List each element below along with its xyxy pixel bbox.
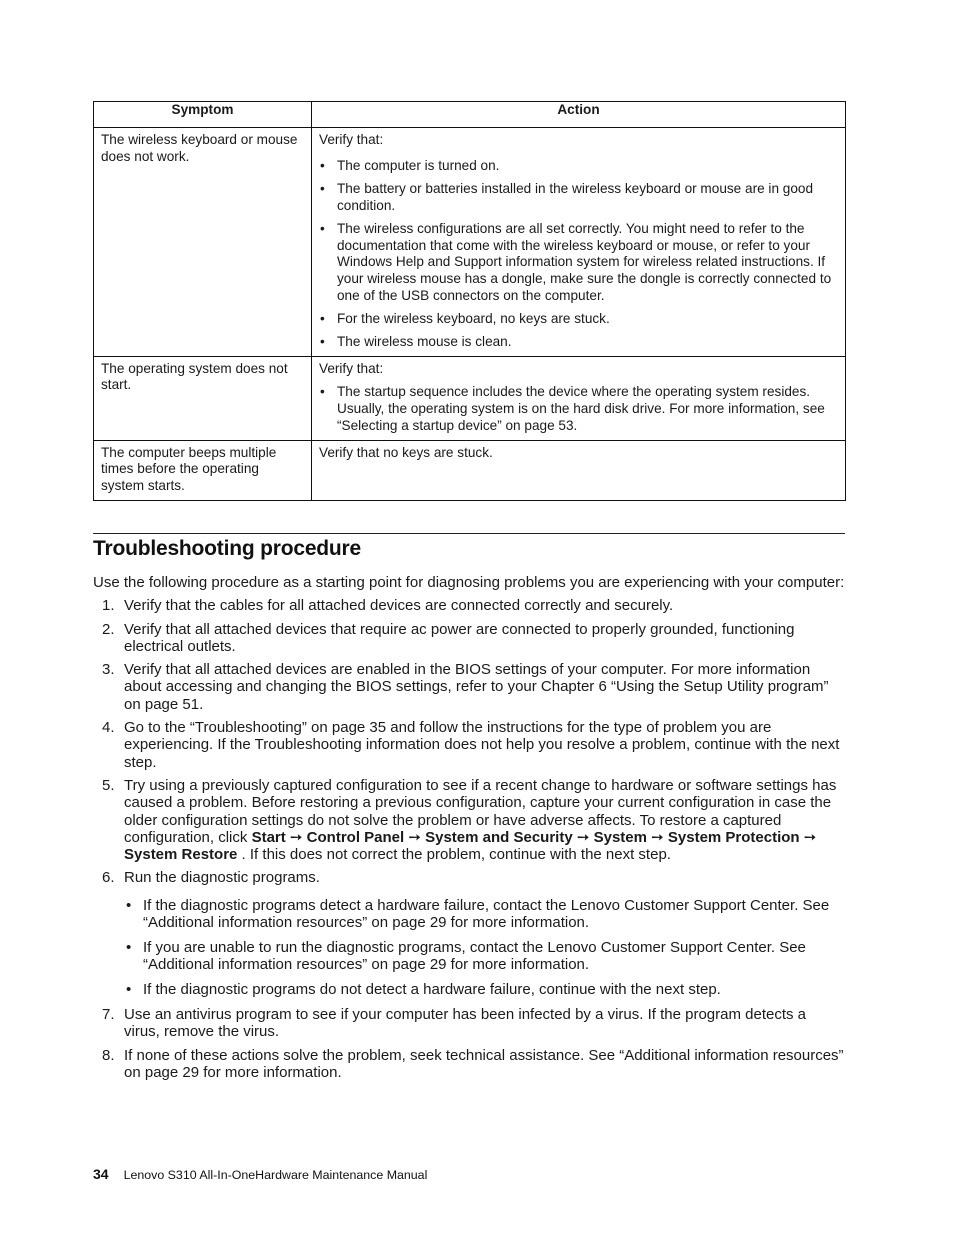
list-item: • For the wireless keyboard, no keys are stuck. [320,310,610,326]
step-text: Verify that the cables for all attached devices are connected correctly and securely. [124,597,674,615]
step-text: Use an antivirus program to see if your computer has been infected by a virus. If the program detects a virus, remove the virus. [124,1006,807,1041]
list-item: • The wireless configurations are all set correctly. You might need to refer to the documentation that come with the wireless keyboard or mouse, or refer to your Windows Help and Support information system for wireless related instructions. If your wireless mouse has a dongle, make sure the dongle is correctly connected to one of the USB connectors on the computer. [320,220,832,303]
table-row [94,356,846,440]
menu-path-system-restore: System Restore [124,846,238,864]
arrow-right-icon: ➙ [803,828,817,846]
procedure-body [93,574,845,1087]
arrow-right-icon: ➙ [651,828,664,846]
menu-path-control-panel: Control Panel [306,828,405,846]
procedure-steps [93,597,845,1081]
step-item [93,597,845,614]
list-item: • If you are unable to run the diagnostic programs, contact the Lenovo Customer Support Center. See “Additional information resources” on page 29 for more information. [126,938,806,974]
symptom-action-table [93,101,846,501]
step-number: 7. [102,1006,115,1024]
step-text: Verify that all attached devices that require ac power are connected to properly grounded, functioning electrical outlets. [124,620,795,655]
action-cell [312,356,846,440]
menu-path-system-protection: System Protection [667,828,800,846]
manual-title: Lenovo S310 All-In-OneHardware Maintenance Manual [123,1168,428,1182]
bullet-icon: • [320,180,325,196]
step-item [93,621,845,656]
step-item [93,661,845,713]
step-item [93,719,845,771]
list-item: • The wireless mouse is clean. [320,334,512,350]
column-header-action: Action [312,102,846,128]
action-list [319,158,838,351]
menu-path-start: Start [251,828,286,846]
bullet-icon: • [320,334,325,350]
table-row [94,128,846,357]
step-number: 5. [102,776,115,794]
bullet-icon: • [320,384,325,400]
step-text: Try using a previously captured configuration to see if a recent change to hardware or software settings has caused a problem. Before restoring a previous configuration, capture your current configuration in case the older configuration settings do not solve the problem or have adverse affects. To restore a captured configuration, click Start ➙ Control Panel ➙ System and Security ➙ System ➙ System Protection ➙ System Restore . If this does not correct the problem, continue with the next step. [124,776,837,864]
action-list [319,384,838,434]
symptom-cell: The wireless keyboard or mouse does not work. [94,128,312,357]
diagnostic-sublist [124,897,845,999]
table-row [94,440,846,500]
arrow-right-icon: ➙ [289,828,303,846]
step-number: 8. [102,1046,115,1064]
action-cell [312,440,846,500]
action-intro: Verify that: [319,132,384,147]
step-text: Verify that all attached devices are enabled in the BIOS settings of your computer. For more information about accessing and changing the BIOS settings, refer to your Chapter 6 “Using the Setup Utility program” on page 51. [124,661,829,713]
bullet-icon: • [126,981,132,999]
symptom-cell: The operating system does not start. [94,356,312,440]
bullet-icon: • [126,938,132,956]
bullet-icon: • [320,310,325,326]
action-cell [312,128,846,357]
bullet-icon: • [320,157,325,173]
step-text: Go to the “Troubleshooting” on page 35 and follow the instructions for the type of problem you are experiencing. If the Troubleshooting information does not help you resolve a problem, continue with the next step. [124,719,840,771]
page-footer [93,1166,427,1182]
arrow-right-icon: ➙ [408,828,421,846]
step-number: 4. [102,719,115,737]
step-number: 2. [102,620,115,638]
step-item [93,777,845,863]
list-item: • The battery or batteries installed in the wireless keyboard or mouse are in good condition. [320,180,814,213]
menu-path-system: System [593,828,647,846]
symptom-cell: The computer beeps multiple times before the operating system starts. [94,440,312,500]
step-number: 3. [102,661,115,679]
step-number: 6. [102,869,115,887]
step-item [93,1047,845,1082]
table-header-row [94,102,846,128]
action-intro: Verify that no keys are stuck. [319,444,493,460]
bullet-icon: • [126,896,132,914]
section-title: Troubleshooting procedure [93,537,362,560]
bullet-icon: • [320,220,325,236]
page-number: 34 [93,1166,109,1182]
step-number: 1. [102,597,115,615]
list-item: • The computer is turned on. [320,157,500,173]
step-item [93,1006,845,1041]
step-text: If none of these actions solve the problem, seek technical assistance. See “Additional information resources” on page 29 for more information. [124,1046,844,1081]
section-divider [93,533,845,534]
list-item: • If the diagnostic programs do not detect a hardware failure, continue with the next step. [126,981,721,999]
list-item: • If the diagnostic programs detect a hardware failure, contact the Lenovo Customer Support Center. See “Additional information resources” on page 29 for more information. [126,896,830,932]
list-item: • The startup sequence includes the device where the operating system resides. Usually, the operating system is on the hard disk drive. For more information, see “Selecting a startup device” on page 53. [320,384,825,433]
procedure-intro: Use the following procedure as a starting point for diagnosing problems you are experiencing with your computer: [93,574,845,591]
action-intro: Verify that: [319,360,384,376]
arrow-right-icon: ➙ [576,828,590,846]
column-header-symptom: Symptom [94,102,312,128]
step-text: Run the diagnostic programs. [124,869,320,887]
step-item [93,869,845,998]
troubleshooting-table-container [93,101,845,501]
menu-path-system-and-security: System and Security [425,828,573,846]
